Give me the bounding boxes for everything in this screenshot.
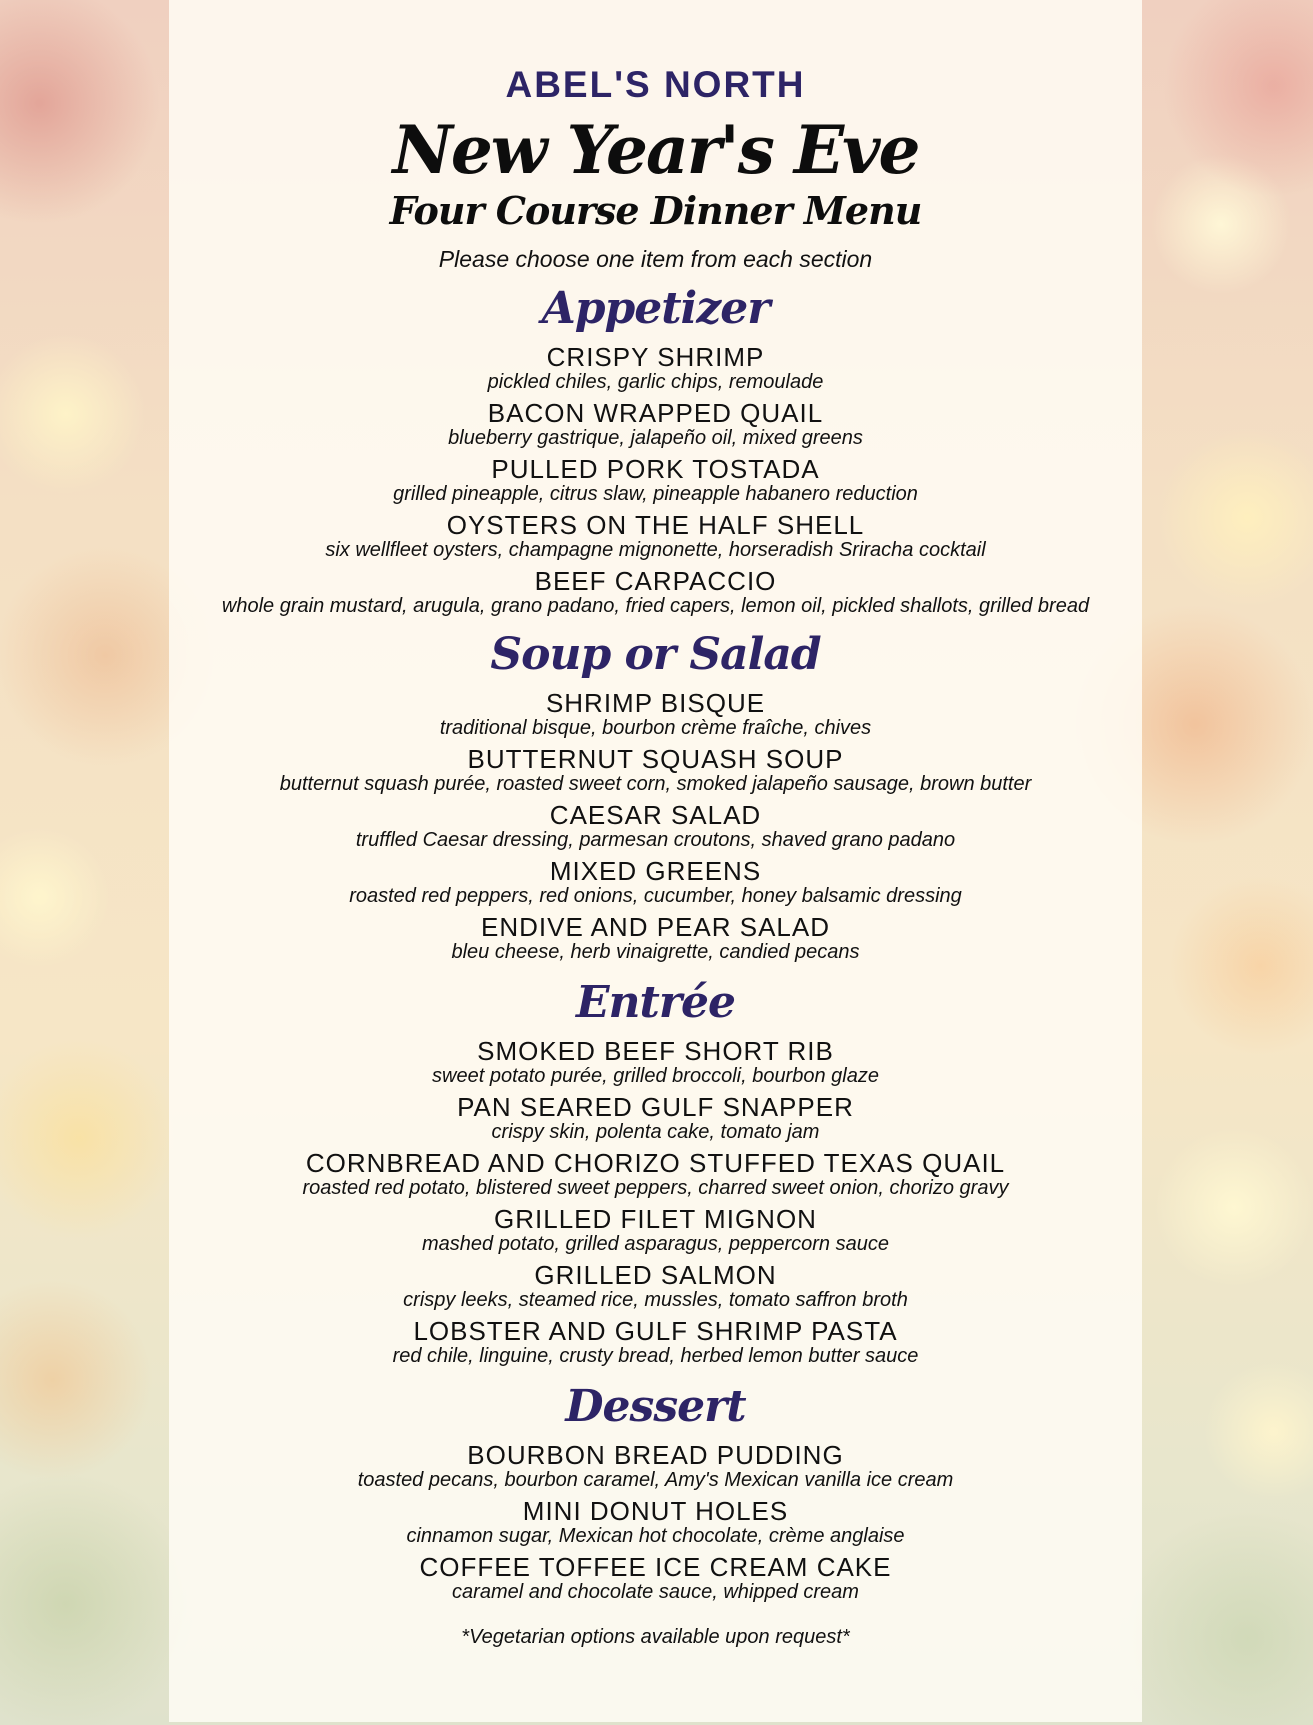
menu-item	[169, 689, 1142, 739]
item-description: pickled chiles, garlic chips, remoulade	[487, 371, 824, 393]
menu-instruction: Please choose one item from each section	[438, 246, 873, 272]
item-name: CORNBREAD AND CHORIZO STUFFED TEXAS QUAIL	[305, 1148, 1006, 1178]
menu-item	[169, 455, 1142, 505]
item-name: SHRIMP BISQUE	[545, 688, 766, 718]
item-name: BACON WRAPPED QUAIL	[487, 398, 824, 428]
item-name: LOBSTER AND GULF SHRIMP PASTA	[413, 1316, 898, 1346]
menu-item	[169, 511, 1142, 561]
item-name: BUTTERNUT SQUASH SOUP	[467, 744, 844, 774]
menu-item	[169, 801, 1142, 851]
menu-item	[169, 1317, 1142, 1367]
menu-item	[169, 1149, 1142, 1199]
item-description: roasted red potato, blistered sweet peppers, charred sweet onion, chorizo gravy	[302, 1177, 1009, 1199]
menu-item	[169, 1553, 1142, 1603]
item-name: CRISPY SHRIMP	[546, 342, 765, 372]
menu-items	[169, 1441, 1142, 1603]
menu-item	[169, 399, 1142, 449]
menu-item	[169, 343, 1142, 393]
item-name: MINI DONUT HOLES	[522, 1496, 789, 1526]
menu-item	[169, 1205, 1142, 1255]
item-description: blueberry gastrique, jalapeño oil, mixed greens	[448, 427, 863, 449]
item-description: butternut squash purée, roasted sweet corn, smoked jalapeño sausage, brown butter	[279, 773, 1032, 795]
item-description: toasted pecans, bourbon caramel, Amy's Mexican vanilla ice cream	[357, 1469, 954, 1491]
item-description: truffled Caesar dressing, parmesan croutons, shaved grano padano	[355, 829, 956, 851]
item-description: bleu cheese, herb vinaigrette, candied pecans	[451, 941, 860, 963]
menu-title: New Year's Eve	[392, 111, 919, 189]
section-heading: Appetizer	[541, 283, 770, 334]
menu-items	[169, 1037, 1142, 1367]
section-heading: Soup or Salad	[490, 629, 821, 680]
item-name: COFFEE TOFFEE ICE CREAM CAKE	[419, 1552, 892, 1582]
menu-item	[169, 1093, 1142, 1143]
item-name: GRILLED SALMON	[534, 1260, 777, 1290]
item-description: mashed potato, grilled asparagus, peppercorn sauce	[422, 1233, 889, 1255]
item-name: SMOKED BEEF SHORT RIB	[477, 1036, 834, 1066]
section-entree	[169, 975, 1142, 1367]
item-name: PULLED PORK TOSTADA	[491, 454, 820, 484]
item-description: whole grain mustard, arugula, grano padano, fried capers, lemon oil, pickled shallots, grilled bread	[221, 595, 1090, 617]
item-description: cinnamon sugar, Mexican hot chocolate, crème anglaise	[406, 1525, 905, 1547]
menu-item	[169, 1441, 1142, 1491]
menu-item	[169, 913, 1142, 963]
item-description: roasted red peppers, red onions, cucumber, honey balsamic dressing	[349, 885, 962, 907]
section-dessert	[169, 1379, 1142, 1603]
item-description: caramel and chocolate sauce, whipped cream	[452, 1581, 859, 1603]
menu-item	[169, 745, 1142, 795]
menu-item	[169, 857, 1142, 907]
item-name: BOURBON BREAD PUDDING	[467, 1440, 844, 1470]
menu-subtitle: Four Course Dinner Menu	[389, 188, 922, 233]
item-name: MIXED GREENS	[549, 856, 762, 886]
item-description: grilled pineapple, citrus slaw, pineapple habanero reduction	[393, 483, 918, 505]
menu-items	[169, 689, 1142, 963]
section-soup-or-salad	[169, 627, 1142, 963]
item-description: traditional bisque, bourbon crème fraîche, chives	[439, 717, 872, 739]
section-heading: Entrée	[575, 977, 736, 1028]
menu-items	[169, 343, 1142, 617]
item-description: red chile, linguine, crusty bread, herbed lemon butter sauce	[392, 1345, 919, 1367]
menu-item	[169, 567, 1142, 617]
restaurant-name: ABEL'S NORTH	[505, 64, 806, 105]
menu-panel	[169, 0, 1142, 1722]
item-description: six wellfleet oysters, champagne mignonette, horseradish Sriracha cocktail	[325, 539, 986, 561]
item-name: OYSTERS ON THE HALF SHELL	[446, 510, 865, 540]
item-name: CAESAR SALAD	[549, 800, 762, 830]
item-description: crispy leeks, steamed rice, mussles, tomato saffron broth	[403, 1289, 908, 1311]
item-name: GRILLED FILET MIGNON	[494, 1204, 817, 1234]
item-name: PAN SEARED GULF SNAPPER	[457, 1092, 854, 1122]
section-heading: Dessert	[565, 1381, 746, 1432]
item-description: crispy skin, polenta cake, tomato jam	[491, 1121, 820, 1143]
item-name: BEEF CARPACCIO	[534, 566, 777, 596]
section-appetizer	[169, 281, 1142, 617]
menu-item	[169, 1261, 1142, 1311]
menu-item	[169, 1497, 1142, 1547]
menu-item	[169, 1037, 1142, 1087]
item-description: sweet potato purée, grilled broccoli, bourbon glaze	[432, 1065, 879, 1087]
vegetarian-footnote: *Vegetarian options available upon request*	[461, 1626, 850, 1648]
item-name: ENDIVE AND PEAR SALAD	[481, 912, 830, 942]
